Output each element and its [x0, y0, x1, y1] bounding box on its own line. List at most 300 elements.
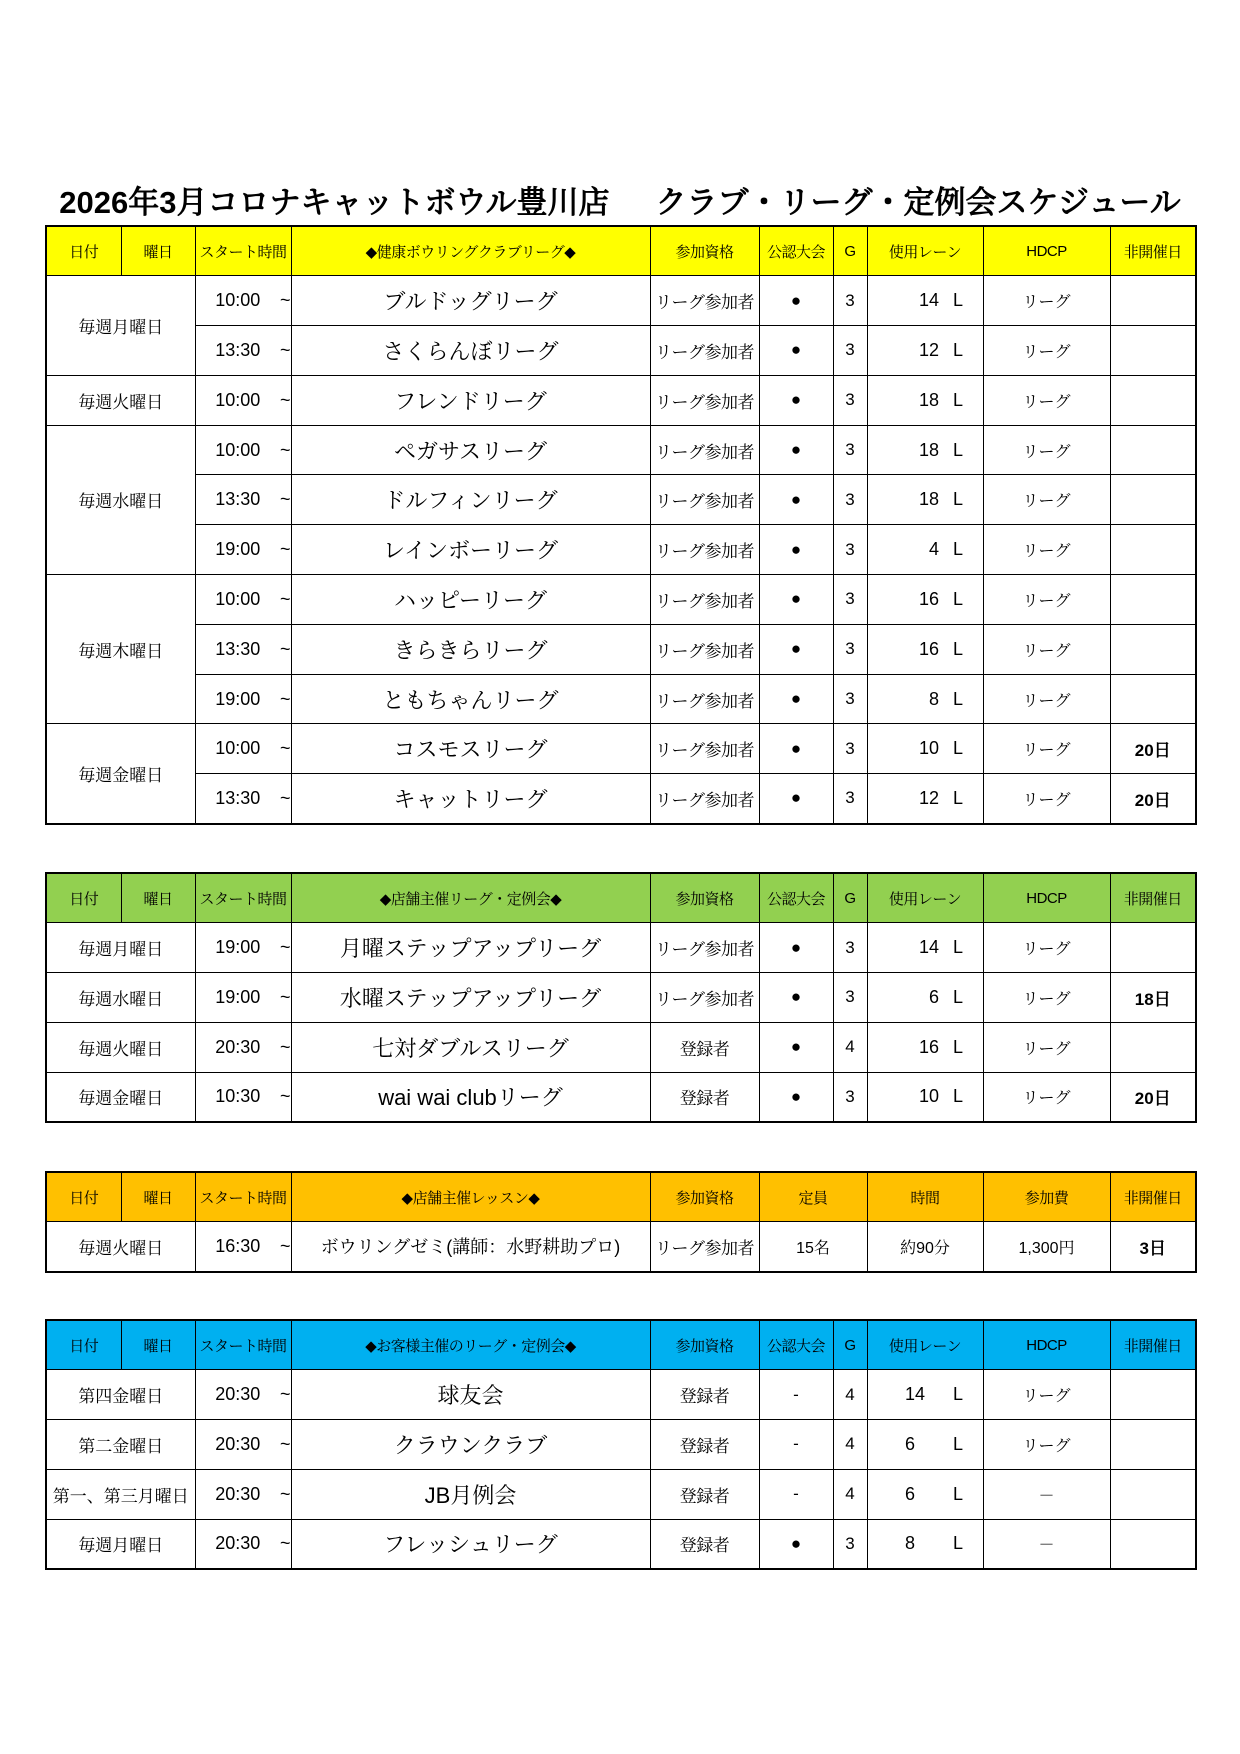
- hdcp-cell: リーグ: [983, 774, 1110, 824]
- start-time-cell: [195, 1420, 291, 1470]
- games-cell: 3: [833, 326, 867, 376]
- lane-count: 18: [918, 389, 939, 410]
- lane-unit: L: [952, 787, 963, 808]
- header-off-day: 非開催日: [1110, 1320, 1196, 1370]
- qualification-cell: リーグ参加者: [650, 1222, 759, 1272]
- off-day-cell: [1110, 425, 1196, 475]
- lane-count: 6: [904, 1433, 915, 1454]
- start-time: 10:30: [215, 1086, 261, 1107]
- duration-cell: 約90分: [867, 1222, 983, 1272]
- qualification-cell: 登録者: [650, 1469, 759, 1519]
- lane-unit: L: [952, 588, 963, 609]
- lanes-cell: [867, 923, 983, 973]
- weekday-cell: 第一、第三月曜日: [46, 1469, 195, 1519]
- table-row: [46, 326, 1196, 376]
- header-hdcp: HDCP: [983, 873, 1110, 923]
- time-tilde: ~: [279, 489, 291, 510]
- off-day-cell: [1110, 1370, 1196, 1420]
- table-body: [46, 1172, 1196, 1272]
- header-fee: 参加費: [983, 1172, 1110, 1222]
- table-row: [46, 1072, 1196, 1122]
- header-weekday: 曜日: [121, 1320, 195, 1370]
- official-tournament-cell: ●: [759, 525, 833, 575]
- lane-unit: L: [952, 937, 963, 958]
- header-date: 日付: [46, 873, 121, 923]
- games-cell: 3: [833, 1072, 867, 1122]
- league-name-cell: wai wai clubリーグ: [291, 1072, 650, 1122]
- lanes-cell: [867, 674, 983, 724]
- official-tournament-cell: ●: [759, 575, 833, 625]
- time-tilde: ~: [279, 1086, 291, 1107]
- start-time-cell: [195, 774, 291, 824]
- weekday-cell: 毎週月曜日: [46, 1519, 195, 1569]
- official-tournament-cell: ●: [759, 375, 833, 425]
- lane-count: 6: [904, 1483, 915, 1504]
- qualification-cell: リーグ参加者: [650, 475, 759, 525]
- lanes-cell: [867, 575, 983, 625]
- table-row: [46, 1222, 1196, 1272]
- lane-count: 14: [918, 290, 939, 311]
- league-name-cell: キャットリーグ: [291, 774, 650, 824]
- games-cell: 3: [833, 575, 867, 625]
- time-tilde: ~: [279, 588, 291, 609]
- hdcp-cell: リーグ: [983, 375, 1110, 425]
- start-time: 20:30: [215, 1533, 261, 1554]
- weekday-cell: 第二金曜日: [46, 1420, 195, 1470]
- games-cell: 3: [833, 624, 867, 674]
- time-tilde: ~: [279, 539, 291, 560]
- header-row: [46, 873, 1196, 923]
- header-row: [46, 1320, 1196, 1370]
- lane-count: 8: [904, 1533, 915, 1554]
- hdcp-cell: リーグ: [983, 575, 1110, 625]
- lane-unit: L: [952, 339, 963, 360]
- games-cell: 3: [833, 375, 867, 425]
- start-time: 10:00: [215, 439, 261, 460]
- time-tilde: ~: [279, 688, 291, 709]
- lane-unit: L: [952, 638, 963, 659]
- qualification-cell: リーグ参加者: [650, 624, 759, 674]
- start-time: 19:00: [215, 688, 261, 709]
- league-name-cell: コスモスリーグ: [291, 724, 650, 774]
- hdcp-cell: リーグ: [983, 276, 1110, 326]
- lanes-cell: [867, 1420, 983, 1470]
- league-name-cell: さくらんぼリーグ: [291, 326, 650, 376]
- title-schedule-name: クラブ・リーグ・定例会スケジュール: [655, 185, 1181, 220]
- games-cell: 3: [833, 425, 867, 475]
- games-cell: 3: [833, 525, 867, 575]
- official-tournament-cell: ●: [759, 1072, 833, 1122]
- hdcp-cell: リーグ: [983, 525, 1110, 575]
- page-title: [0, 182, 1240, 224]
- table-row: [46, 1022, 1196, 1072]
- qualification-cell: リーグ参加者: [650, 923, 759, 973]
- header-lanes: 使用レーン: [867, 226, 983, 276]
- start-time-cell: [195, 475, 291, 525]
- lane-unit: L: [952, 1483, 963, 1504]
- league-name-cell: 月曜ステップアップリーグ: [291, 923, 650, 973]
- lane-count: 18: [918, 439, 939, 460]
- qualification-cell: 登録者: [650, 1072, 759, 1122]
- official-tournament-cell: -: [759, 1469, 833, 1519]
- league-name-cell: きらきらリーグ: [291, 624, 650, 674]
- time-tilde: ~: [279, 738, 291, 759]
- start-time-cell: [195, 1370, 291, 1420]
- weekday-cell: 毎週火曜日: [46, 375, 195, 425]
- lanes-cell: [867, 973, 983, 1023]
- header-date: 日付: [46, 226, 121, 276]
- off-day-cell: [1110, 276, 1196, 326]
- start-time: 20:30: [215, 1433, 261, 1454]
- start-time: 10:00: [215, 290, 261, 311]
- start-time-cell: [195, 624, 291, 674]
- off-day-cell: [1110, 624, 1196, 674]
- qualification-cell: 登録者: [650, 1519, 759, 1569]
- lanes-cell: [867, 1370, 983, 1420]
- league-name-cell: 水曜ステップアップリーグ: [291, 973, 650, 1023]
- header-start-time: スタート時間: [195, 226, 291, 276]
- lane-unit: L: [952, 1086, 963, 1107]
- off-day-cell: [1110, 1420, 1196, 1470]
- header-games: G: [833, 1320, 867, 1370]
- games-cell: 3: [833, 973, 867, 1023]
- league-name-cell: 七対ダブルスリーグ: [291, 1022, 650, 1072]
- qualification-cell: 登録者: [650, 1022, 759, 1072]
- header-row: [46, 226, 1196, 276]
- games-cell: 4: [833, 1420, 867, 1470]
- off-day-cell: 20日: [1110, 724, 1196, 774]
- start-time-cell: [195, 1519, 291, 1569]
- league-name-cell: 球友会: [291, 1370, 650, 1420]
- lane-count: 8: [928, 688, 939, 709]
- title-store-name: 2026年3月コロナキャットボウル豊川店: [59, 185, 610, 220]
- header-qualification: 参加資格: [650, 873, 759, 923]
- lane-unit: L: [952, 539, 963, 560]
- table-row: [46, 475, 1196, 525]
- start-time: 20:30: [215, 1384, 261, 1405]
- header-row: [46, 1172, 1196, 1222]
- league-name-cell: フレンドリーグ: [291, 375, 650, 425]
- header-start-time: スタート時間: [195, 873, 291, 923]
- time-tilde: ~: [279, 638, 291, 659]
- lane-count: 14: [904, 1384, 926, 1405]
- header-games: G: [833, 873, 867, 923]
- hdcp-cell: リーグ: [983, 1072, 1110, 1122]
- lane-unit: L: [952, 986, 963, 1007]
- official-tournament-cell: ●: [759, 326, 833, 376]
- header-games: G: [833, 226, 867, 276]
- off-day-cell: [1110, 375, 1196, 425]
- lane-unit: L: [952, 489, 963, 510]
- start-time-cell: [195, 724, 291, 774]
- hdcp-cell: リーグ: [983, 425, 1110, 475]
- lanes-cell: [867, 326, 983, 376]
- start-time: 10:00: [215, 738, 261, 759]
- start-time: 13:30: [215, 638, 261, 659]
- weekday-cell: 毎週月曜日: [46, 276, 195, 376]
- customer-hosted-league-table: [45, 1319, 1197, 1570]
- start-time-cell: [195, 525, 291, 575]
- start-time: 19:00: [215, 539, 261, 560]
- lane-count: 16: [918, 588, 939, 609]
- header-lanes: 使用レーン: [867, 873, 983, 923]
- league-name-cell: レインボーリーグ: [291, 525, 650, 575]
- table-row: [46, 1370, 1196, 1420]
- hdcp-cell: リーグ: [983, 326, 1110, 376]
- off-day-cell: 20日: [1110, 1072, 1196, 1122]
- weekday-cell: 毎週金曜日: [46, 724, 195, 824]
- header-start-time: スタート時間: [195, 1320, 291, 1370]
- header-qualification: 参加資格: [650, 1320, 759, 1370]
- qualification-cell: リーグ参加者: [650, 575, 759, 625]
- header-qualification: 参加資格: [650, 1172, 759, 1222]
- lane-count: 12: [918, 787, 939, 808]
- start-time-cell: [195, 375, 291, 425]
- games-cell: 4: [833, 1022, 867, 1072]
- games-cell: 4: [833, 1469, 867, 1519]
- header-section-title: ◆店舗主催リーグ・定例会◆: [291, 873, 650, 923]
- start-time: 19:00: [215, 937, 261, 958]
- qualification-cell: リーグ参加者: [650, 774, 759, 824]
- table-row: [46, 575, 1196, 625]
- header-off-day: 非開催日: [1110, 873, 1196, 923]
- off-day-cell: [1110, 326, 1196, 376]
- start-time-cell: [195, 973, 291, 1023]
- table-row: [46, 375, 1196, 425]
- header-duration: 時間: [867, 1172, 983, 1222]
- hdcp-cell: リーグ: [983, 973, 1110, 1023]
- start-time: 16:30: [215, 1235, 261, 1256]
- weekday-cell: 第四金曜日: [46, 1370, 195, 1420]
- games-cell: 3: [833, 774, 867, 824]
- official-tournament-cell: ●: [759, 475, 833, 525]
- header-off-day: 非開催日: [1110, 226, 1196, 276]
- start-time: 13:30: [215, 489, 261, 510]
- table-row: [46, 724, 1196, 774]
- lanes-cell: [867, 1022, 983, 1072]
- qualification-cell: リーグ参加者: [650, 425, 759, 475]
- table-row: [46, 674, 1196, 724]
- lanes-cell: [867, 375, 983, 425]
- official-tournament-cell: ●: [759, 276, 833, 326]
- hdcp-cell: －: [983, 1519, 1110, 1569]
- time-tilde: ~: [279, 1433, 291, 1454]
- table-body: [46, 226, 1196, 824]
- header-section-title: ◆健康ボウリングクラブリーグ◆: [291, 226, 650, 276]
- lanes-cell: [867, 475, 983, 525]
- lanes-cell: [867, 276, 983, 326]
- off-day-cell: [1110, 1519, 1196, 1569]
- start-time: 10:00: [215, 588, 261, 609]
- hdcp-cell: リーグ: [983, 923, 1110, 973]
- official-tournament-cell: ●: [759, 1519, 833, 1569]
- health-bowling-club-league-table: [45, 225, 1197, 825]
- games-cell: 3: [833, 923, 867, 973]
- qualification-cell: リーグ参加者: [650, 724, 759, 774]
- league-name-cell: ハッピーリーグ: [291, 575, 650, 625]
- start-time: 13:30: [215, 787, 261, 808]
- time-tilde: ~: [279, 1036, 291, 1057]
- lanes-cell: [867, 1519, 983, 1569]
- start-time-cell: [195, 575, 291, 625]
- league-name-cell: クラウンクラブ: [291, 1420, 650, 1470]
- lane-unit: L: [952, 688, 963, 709]
- league-name-cell: ドルフィンリーグ: [291, 475, 650, 525]
- lane-count: 16: [918, 638, 939, 659]
- time-tilde: ~: [279, 1235, 291, 1256]
- official-tournament-cell: ●: [759, 923, 833, 973]
- lesson-name-cell: ボウリングゼミ(講師：水野耕助プロ): [291, 1222, 650, 1272]
- hdcp-cell: リーグ: [983, 674, 1110, 724]
- hdcp-cell: リーグ: [983, 1370, 1110, 1420]
- lanes-cell: [867, 624, 983, 674]
- off-day-cell: 20日: [1110, 774, 1196, 824]
- lanes-cell: [867, 1469, 983, 1519]
- header-official-tournament: 公認大会: [759, 873, 833, 923]
- lanes-cell: [867, 1072, 983, 1122]
- start-time-cell: [195, 1022, 291, 1072]
- table-body: [46, 873, 1196, 1122]
- hdcp-cell: －: [983, 1469, 1110, 1519]
- weekday-cell: 毎週水曜日: [46, 973, 195, 1023]
- lane-count: 18: [918, 489, 939, 510]
- games-cell: 3: [833, 674, 867, 724]
- lane-unit: L: [952, 389, 963, 410]
- start-time-cell: [195, 1469, 291, 1519]
- lanes-cell: [867, 525, 983, 575]
- official-tournament-cell: ●: [759, 624, 833, 674]
- lane-count: 10: [918, 738, 939, 759]
- games-cell: 3: [833, 724, 867, 774]
- lanes-cell: [867, 774, 983, 824]
- header-official-tournament: 公認大会: [759, 1320, 833, 1370]
- off-day-cell: [1110, 575, 1196, 625]
- qualification-cell: リーグ参加者: [650, 326, 759, 376]
- start-time: 20:30: [215, 1036, 261, 1057]
- header-hdcp: HDCP: [983, 1320, 1110, 1370]
- lane-count: 16: [918, 1036, 939, 1057]
- table-row: [46, 923, 1196, 973]
- lane-count: 10: [918, 1086, 939, 1107]
- weekday-cell: 毎週火曜日: [46, 1222, 195, 1272]
- table-row: [46, 1469, 1196, 1519]
- league-name-cell: ブルドッグリーグ: [291, 276, 650, 326]
- off-day-cell: [1110, 674, 1196, 724]
- weekday-cell: 毎週木曜日: [46, 575, 195, 724]
- off-day-cell: [1110, 525, 1196, 575]
- capacity-cell: 15名: [759, 1222, 867, 1272]
- hdcp-cell: リーグ: [983, 1022, 1110, 1072]
- lane-unit: L: [952, 1036, 963, 1057]
- hdcp-cell: リーグ: [983, 475, 1110, 525]
- header-off-day: 非開催日: [1110, 1172, 1196, 1222]
- header-qualification: 参加資格: [650, 226, 759, 276]
- league-name-cell: ともちゃんリーグ: [291, 674, 650, 724]
- games-cell: 3: [833, 276, 867, 326]
- games-cell: 3: [833, 475, 867, 525]
- hdcp-cell: リーグ: [983, 724, 1110, 774]
- start-time: 10:00: [215, 389, 261, 410]
- table-row: [46, 425, 1196, 475]
- lane-count: 6: [928, 986, 939, 1007]
- start-time: 19:00: [215, 986, 261, 1007]
- start-time-cell: [195, 425, 291, 475]
- league-name-cell: フレッシュリーグ: [291, 1519, 650, 1569]
- lane-unit: L: [952, 290, 963, 311]
- table-row: [46, 1519, 1196, 1569]
- table-row: [46, 525, 1196, 575]
- official-tournament-cell: -: [759, 1370, 833, 1420]
- games-cell: 3: [833, 1519, 867, 1569]
- start-time-cell: [195, 1222, 291, 1272]
- start-time: 20:30: [215, 1483, 261, 1504]
- start-time-cell: [195, 674, 291, 724]
- lane-count: 12: [918, 339, 939, 360]
- official-tournament-cell: ●: [759, 674, 833, 724]
- table-row: [46, 624, 1196, 674]
- games-cell: 4: [833, 1370, 867, 1420]
- header-weekday: 曜日: [121, 1172, 195, 1222]
- start-time-cell: [195, 923, 291, 973]
- lane-unit: L: [952, 738, 963, 759]
- league-name-cell: JB月例会: [291, 1469, 650, 1519]
- fee-cell: 1,300円: [983, 1222, 1110, 1272]
- weekday-cell: 毎週水曜日: [46, 425, 195, 574]
- hdcp-cell: リーグ: [983, 624, 1110, 674]
- header-hdcp: HDCP: [983, 226, 1110, 276]
- time-tilde: ~: [279, 1533, 291, 1554]
- weekday-cell: 毎週火曜日: [46, 1022, 195, 1072]
- time-tilde: ~: [279, 1483, 291, 1504]
- header-weekday: 曜日: [121, 873, 195, 923]
- time-tilde: ~: [279, 787, 291, 808]
- qualification-cell: リーグ参加者: [650, 375, 759, 425]
- table-row: [46, 1420, 1196, 1470]
- start-time-cell: [195, 326, 291, 376]
- lane-unit: L: [952, 439, 963, 460]
- table-body: [46, 1320, 1196, 1569]
- time-tilde: ~: [279, 389, 291, 410]
- official-tournament-cell: ●: [759, 1022, 833, 1072]
- header-section-title: ◆店舗主催レッスン◆: [291, 1172, 650, 1222]
- lanes-cell: [867, 425, 983, 475]
- store-hosted-lesson-table: [45, 1171, 1197, 1273]
- time-tilde: ~: [279, 986, 291, 1007]
- official-tournament-cell: ●: [759, 724, 833, 774]
- qualification-cell: 登録者: [650, 1370, 759, 1420]
- league-name-cell: ペガサスリーグ: [291, 425, 650, 475]
- qualification-cell: リーグ参加者: [650, 674, 759, 724]
- header-lanes: 使用レーン: [867, 1320, 983, 1370]
- off-day-cell: [1110, 475, 1196, 525]
- header-date: 日付: [46, 1172, 121, 1222]
- lane-unit: L: [952, 1433, 963, 1454]
- weekday-cell: 毎週月曜日: [46, 923, 195, 973]
- off-day-cell: [1110, 923, 1196, 973]
- off-day-cell: 18日: [1110, 973, 1196, 1023]
- lane-count: 4: [928, 539, 939, 560]
- off-day-cell: 3日: [1110, 1222, 1196, 1272]
- start-time-cell: [195, 276, 291, 326]
- off-day-cell: [1110, 1022, 1196, 1072]
- qualification-cell: リーグ参加者: [650, 525, 759, 575]
- time-tilde: ~: [279, 439, 291, 460]
- official-tournament-cell: -: [759, 1420, 833, 1470]
- header-section-title: ◆お客様主催のリーグ・定例会◆: [291, 1320, 650, 1370]
- time-tilde: ~: [279, 1384, 291, 1405]
- official-tournament-cell: ●: [759, 425, 833, 475]
- qualification-cell: 登録者: [650, 1420, 759, 1470]
